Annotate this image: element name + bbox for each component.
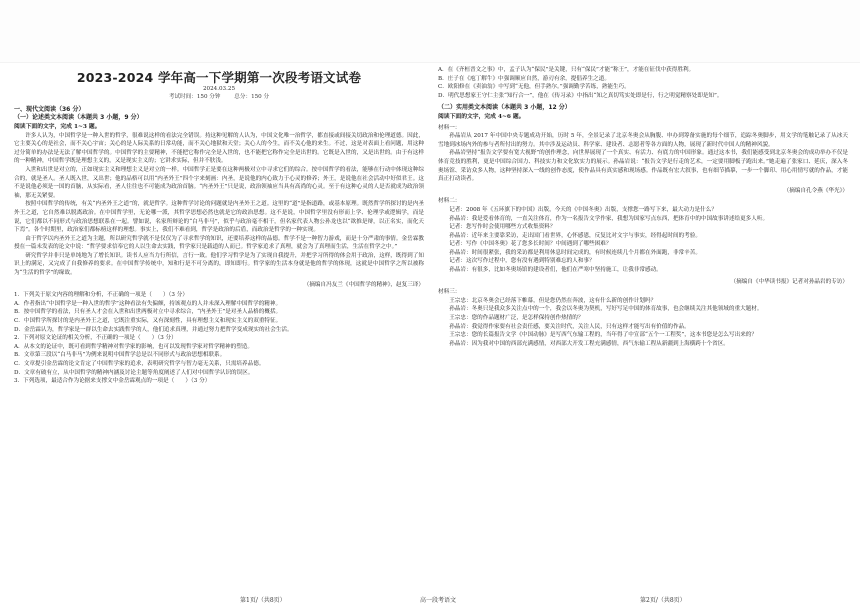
option: B．按中国哲学的看法，只有圣人才会在入世和出世两极对立中寻求综合，“内圣外王”是对圣人品格的概括。: [14, 309, 282, 316]
material-label: 材料一：: [438, 124, 461, 131]
option: B．庄子在《庖丁解牛》中强调顺应自然，游刃有余，提倡养生之道。: [438, 75, 610, 82]
option: D．金岳霖认为，哲学家是一群以生命去实践哲学的人，他们追求真理，并通过努力把哲学变成现实的社会生活。: [14, 326, 293, 333]
material-paragraph: 孙晶岩：我是爱看体育的，一直关注体育，作为一名报告文学作家，我想为国家写点东西，把体育中的中国故事讲述给更多人听。: [449, 215, 769, 222]
option: D．明代思想家王守仁主张“知行合一”，他在《传习录》中指出“知之真切笃实处即是行，行之明觉精察处即是知”。: [438, 92, 723, 99]
exam-title: 2023-2024 学年高一下学期第一次段考语文试卷: [76, 70, 362, 85]
page-number-left: 第1页/（共8页）: [240, 597, 286, 604]
material-paragraph: 记者：您写作时会使用哪些方式收集资料？: [449, 224, 556, 231]
option: A．作者指出“中国哲学是一种入世的哲学”这种看法有失偏颇，持该观点的人并未深入理解中国哲学的精神。: [14, 300, 282, 307]
material-paragraph: 王宗忠：您的作品题材广泛，是怎样保持创作热情的？: [449, 315, 584, 322]
page-number-right: 第2页/（共8页）: [640, 597, 686, 604]
material-paragraph: 孙晶岩坚持“报告文学要有宽大视野”的创作理念，向世界展现了一个真实、有活力、有底力的中国形象。通过这本书，我们能感受到北京冬奥会的成功举办不仅是体育竞技的胜利，更是中国综合国力、科技实力和文化软实力的展示。孙晶岩说：“报告文学是行走的艺术，一定要用脚板子跑出来。”她走遍了张家口、延庆，深入冬奥场馆、采访众多人物，这种坚持深入一线的创作态度，使作品具有真实感和现场感。作品既有宏大叙事，也有细节描摹，一步一个脚印、用心用情写就的作品，才能真正打动读者。: [438, 150, 848, 183]
instruction: 阅读下面的文字，完成 4~6 题。: [438, 113, 525, 120]
subsection-heading: （二）实用类文本阅读（本题共 3 小题，12 分）: [438, 104, 571, 112]
option: B．文章第三段以“白马非马”为例来说明中国哲学总是以不同形式与政治思想相联系。: [14, 352, 226, 359]
material-paragraph: 记者：这次写作过程中，您有没有遇到特别难忘的人和事？: [449, 258, 595, 265]
passage-paragraph: 按照中国哲学的传统，有关“内圣外王之道”的，就是哲学。这种哲学讨论的问题就是内圣外王之道。这里的“道”是指道路，或基本原理。既然哲学所探讨的是内圣外王之道，它自然难以脱离政治。在中国哲学里，无论哪一派，其哲学思想必然也就是它的政治思想。这不是说，中国哲学里没有形而上学、伦理学或逻辑学，而是说，它们都以不同形式与政治思想联系在一起。譬如说，名家所辩论的“白马非马”，似乎与政治毫不相干，但名家代表人物公孙龙也以“欲推是辩，以正名实，而化天下焉”。各个时期里，政治家们都标榜这样的理想。事实上，我们不难看到，哲学是政治的后盾，而政治是哲学的一种实现。: [14, 201, 424, 234]
question-2: 2．下列对原文论证的相关分析，不正确的一项是（ ）（3 分）: [14, 335, 177, 342]
option: D．文章有破有立，从中国哲学的精神内涵及讨论主题等角度阐述了人们对中国哲学认识的误区。: [14, 369, 254, 376]
material-source: （摘编自孔令燕《华光》）: [783, 187, 848, 194]
top-margin: [0, 0, 860, 63]
material-label: 材料三：: [438, 289, 461, 296]
option: A．从本文的论证中，既可看到哲学精神对哲学家的影响，也可以发现哲学家对哲学精神的塑造。: [14, 343, 253, 350]
passage-paragraph: 由于哲学以内圣外王之道为主题，所以研究哲学就不是仅仅为了寻求哲学的知识，还要培养这样的品德。哲学不是一种智力游戏，而是十分严肃的事情。金岳霖教授在一篇未发表的论文中说：“哲学要求信奉它的人以生命去实践，哲学家只是载道的人而已。哲学家追求了真理，就会为了真理而生活，生活在哲学之中。”: [14, 235, 424, 251]
material-paragraph: 孙晶岩：有很多，比如冬奥场馆的建设者们，他们在严寒中坚持施工，让我非常感动。: [449, 267, 662, 274]
passage-paragraph: 许多人认为，中国哲学是一种入世的哲学，很难说这样的看法完全错误。持这种见解的人认为，中国文化唯一治哲学，都直接或间接关切政治和伦理道德。因此，它主要关心的是社会，而不关心宇宙；关心的是人际关系的日常功能，而不关心地狱和天堂；关心人的今生，而不关心他的来生。不过，这是对表面上看问题，用这种过分简单的办法是无法了解中国哲学的。中国哲学的主要精神，不能把它称作完全是入世的，也不能把它称作完全是出世的。它既是入世的，又是出世的。由于有这样的一种精神，中国哲学既是理想主义的，又是现实主义的；它讲求实际，但并不肤浅。: [14, 132, 424, 165]
passage-source: （摘编自冯友兰《中国哲学的精神》，赵复三译）: [303, 281, 424, 288]
material-paragraph: 孙晶岩：我觉得作家要有社会责任感，要关注时代，关注人民，只有这样才能写出有价值的作品。: [449, 323, 690, 330]
material-label: 材料二：: [438, 198, 461, 205]
footer-subject: 高一段考语文: [420, 597, 457, 604]
material-paragraph: 记者：写作《中国冬奥》花了您多长时间？中间遇到了哪些困难？: [449, 241, 612, 248]
material-paragraph: 孙晶岩：近年来主要靠采访，走出国门看世界，心怀感恩，反复比对文字与事实，经得起时间的考验。: [449, 232, 701, 239]
material-paragraph: 孙晶岩：因为我对中国的西部充满感情，对西部大开发工程充满感情，西气东输工程从新疆到上海横跨十个省区。: [449, 340, 729, 347]
material-paragraph: 王宗忠：北京冬奥会已经落下帷幕，但是您仍然在奔波，这有什么新的创作计划吗？: [449, 297, 657, 304]
question-3: 3．下列选项，最适合作为论据来支撑文中金岳霖观点的一项是（ ）（3 分）: [14, 378, 211, 385]
right-column: [438, 66, 848, 348]
option: A．在《齐桓晋文之事》中，孟子认为“保民”是关键，只有“保民”才能“称王”，才能在征伐中获得胜利。: [438, 67, 695, 73]
exam-meta: [14, 85, 424, 102]
exam-score: 总分：150 分: [234, 94, 270, 101]
exam-time: 考试时间：150 分钟: [168, 94, 221, 101]
material-paragraph: 孙晶岩：时间很紧张，我的采访都是利用休息时间完成的，有时候连续几个月都在外面跑，非常辛苦。: [449, 249, 701, 256]
material-paragraph: 孙晶岩：冬奥只是我众多关注点中的一个，我会以冬奥为契机，写好写足中国的体育故事，也会继续关注其他领域的重大题材。: [449, 306, 763, 313]
subsection-heading: （一）论述类文本阅读（本题共 3 小题，9 分）: [14, 114, 143, 122]
passage-paragraph: 研究哲学并非只是单纯地为了增长知识。读书人应当力行所信，言行一致。他们学习哲学是为了实现自我提升，并把学习所得的体会用于政治，这样，既得到了知识上的满足，又完成了自我修养的要求。在中国哲学传统中，知和行是不可分离的，即知即行。哲学家的生活本身就是他的哲学的体现，这就是中国哲学之所以被称为“生活的哲学”的缘故。: [14, 252, 424, 277]
passage-paragraph: 入世和出世是对立的，正如现实主义和理想主义是对立的一样。中国哲学正是要在这种两极对立中寻求它们的综合。按中国哲学的看法，能够在行动中体现这种综合的，就是圣人。圣人既入世，又出世；他的品格可以用“内圣外王”四个字来刻画：内圣，是说他的内心致力于心灵的修养；外王，是说他在社会活动中好似君王。这不是说他必须是一国的首脑，从实际看，圣人往往也不可能成为政治首脑。“内圣外王”只是说，政治领袖应当具有高尚的心灵。至于有这种心灵的人是否就成为政治领袖，那无关紧要。: [14, 166, 424, 199]
left-column: [14, 62, 424, 386]
option: C．欧阳修在《卖油翁》中写到“无他，但手熟尔。”强调勤学苦练，熟能生巧。: [438, 84, 630, 91]
option: C．中国哲学所探讨的是内圣外王之道，它既注重实际，又有深刻性，具有理想主义和现实主义的双重特征。: [14, 318, 282, 325]
instruction: 阅读下面的文字，完成 1~3 题。: [14, 123, 101, 130]
material-paragraph: 孙晶岩从 2017 年中国中央专题成功开始，历时 5 年，全景记录了北京冬奥会从胸腹、申办到筹备实施的每个细节，追踪冬奥脚步，用文学的笔触记录了从冰天雪地到冰场内外的参与者所付出的努力。其中涉及运动员、科学家、建设者、志愿者等各方面的人物，展现了新时代中国人的精神风貌。: [438, 133, 848, 148]
section-heading: 一、现代文阅读（36 分）: [14, 105, 85, 113]
material-paragraph: 记者：2008 年《五环旗下的中国》出版，今天的《中国冬奥》出版，支撑您一路写下来，最大动力是什么？: [449, 206, 717, 213]
material-paragraph: 王宗忠：您的长篇报告文学《中国动脉》是写西气东输工程的，当年得了中宣部“五个一工程奖”，这本书您是怎么写出来的？: [449, 332, 757, 339]
option: C．文章提引金岳霖的论文肯定了中国哲学家的追求，表明研究哲学与智力毫无关系，只需培养品德。: [14, 361, 265, 367]
exam-date: 2024.03.25: [202, 85, 236, 92]
material-source: （摘编自《中华读书报》记者对孙晶岩的专访）: [730, 278, 848, 285]
question-1: 1．下列关于原文内容的理解和分析，不正确的一项是（ ）（3 分）: [14, 292, 188, 299]
